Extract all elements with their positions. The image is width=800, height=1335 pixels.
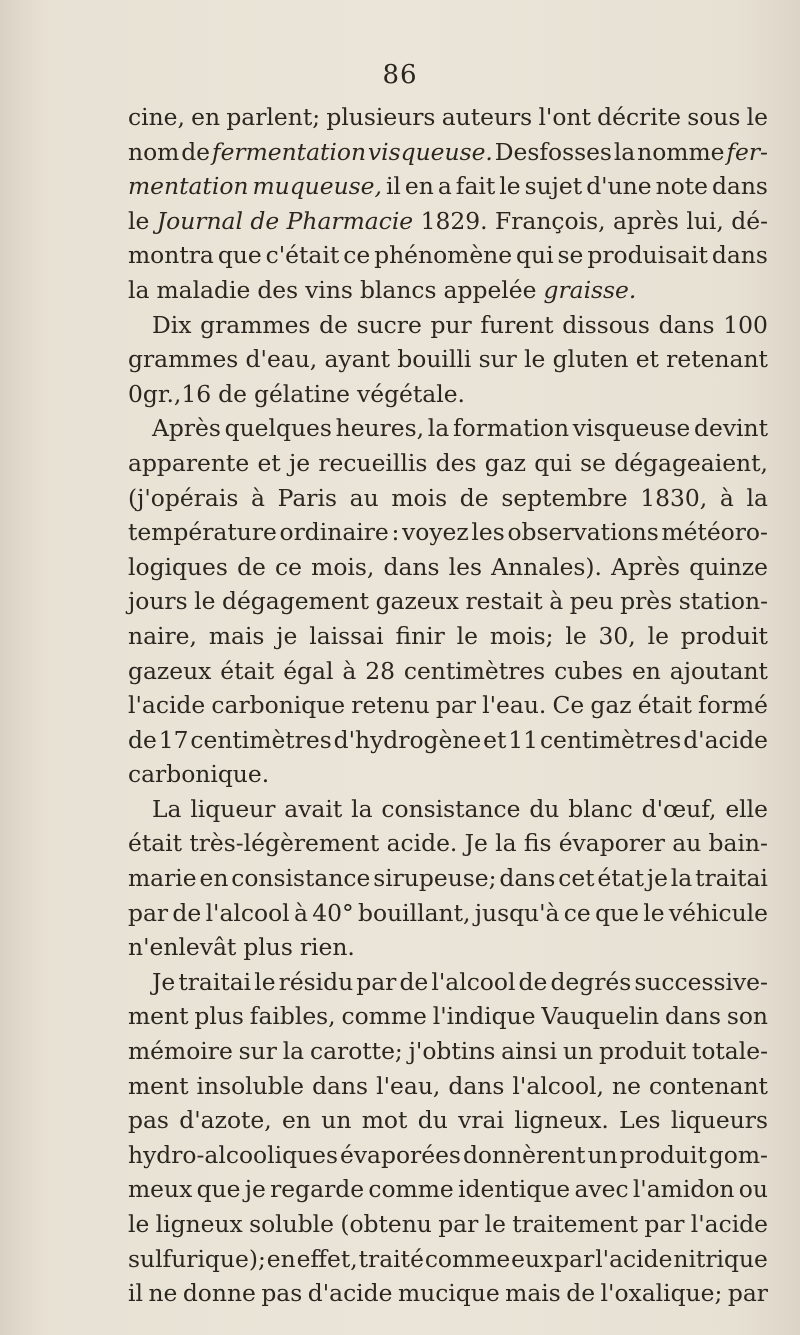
text-line: était très-légèrement acide. Je la fis évaporer au bain- bbox=[128, 829, 768, 858]
text-line: ment plus faibles, comme l'indique Vauquelin dans son bbox=[128, 1002, 768, 1031]
text-line: 0gr.,16 de gélatine végétale. bbox=[128, 379, 465, 408]
text-line: sulfurique); en effet, traité comme eux par l'acide nitrique bbox=[128, 1244, 768, 1273]
text-line: ment insoluble dans l'eau, dans l'alcool, ne contenant bbox=[128, 1071, 768, 1100]
text-line: température ordinaire : voyez les observations météoro- bbox=[128, 518, 768, 547]
text-line: carbonique. bbox=[128, 760, 270, 789]
text-line: jours le dégagement gazeux restait à peu près station- bbox=[128, 587, 768, 616]
page-number: 86 bbox=[382, 60, 418, 90]
text-line: pas d'azote, en un mot du vrai ligneux. Les liqueurs bbox=[128, 1106, 768, 1135]
text-line: Dix grammes de sucre pur furent dissous dans 100 bbox=[152, 310, 768, 339]
text-line: mentation muqueuse, il en a fait le sujet d'une note dans bbox=[128, 172, 768, 201]
text-line: logiques de ce mois, dans les Annales). Après quinze bbox=[128, 552, 768, 581]
text-line: n'enlevât plus rien. bbox=[128, 933, 355, 962]
text-line: gazeux était égal à 28 centimètres cubes en ajoutant bbox=[128, 656, 768, 685]
text-line: par de l'alcool à 40° bouillant, jusqu'à ce que le véhicule bbox=[128, 898, 768, 927]
text-line: (j'opérais à Paris au mois de septembre 1830, à la bbox=[128, 483, 768, 512]
text-line: Je traitai le résidu par de l'alcool de degrés successive- bbox=[152, 967, 768, 996]
text-line: nom de fermentation visqueuse. Desfosses la nomme fer- bbox=[128, 137, 768, 166]
text-line: mémoire sur la carotte; j'obtins ainsi un produit totale- bbox=[128, 1037, 768, 1066]
text-line: le Journal de Pharmacie 1829. François, après lui, dé- bbox=[128, 206, 768, 235]
text-line: marie en consistance sirupeuse; dans cet état je la traitai bbox=[128, 864, 768, 893]
text-line: meux que je regarde comme identique avec l'amidon ou bbox=[128, 1175, 768, 1204]
text-line: cine, en parlent; plusieurs auteurs l'ont décrite sous le bbox=[128, 103, 768, 131]
text-line: La liqueur avait la consistance du blanc d'œuf, elle bbox=[152, 794, 768, 823]
text-line: de 17 centimètres d'hydrogène et 11 centimètres d'acide bbox=[128, 725, 768, 754]
text-line: il ne donne pas d'acide mucique mais de l'oxalique; par bbox=[128, 1279, 768, 1308]
text-line: montra que c'était ce phénomène qui se produisait dans bbox=[128, 241, 768, 270]
text-line: hydro-alcooliques évaporées donnèrent un produit gom- bbox=[128, 1140, 768, 1169]
body-text bbox=[128, 100, 768, 1311]
text-line: l'acide carbonique retenu par l'eau. Ce gaz était formé bbox=[128, 691, 768, 720]
text-line: la maladie des vins blancs appelée graisse. bbox=[128, 275, 637, 304]
text-line: Après quelques heures, la formation visqueuse devint bbox=[152, 414, 768, 443]
text-line: apparente et je recueillis des gaz qui se dégageaient, bbox=[128, 448, 768, 477]
text-line: naire, mais je laissai finir le mois; le 30, le produit bbox=[128, 621, 768, 650]
text-line: grammes d'eau, ayant bouilli sur le gluten et retenant bbox=[128, 345, 768, 374]
text-line: le ligneux soluble (obtenu par le traitement par l'acide bbox=[128, 1210, 768, 1238]
